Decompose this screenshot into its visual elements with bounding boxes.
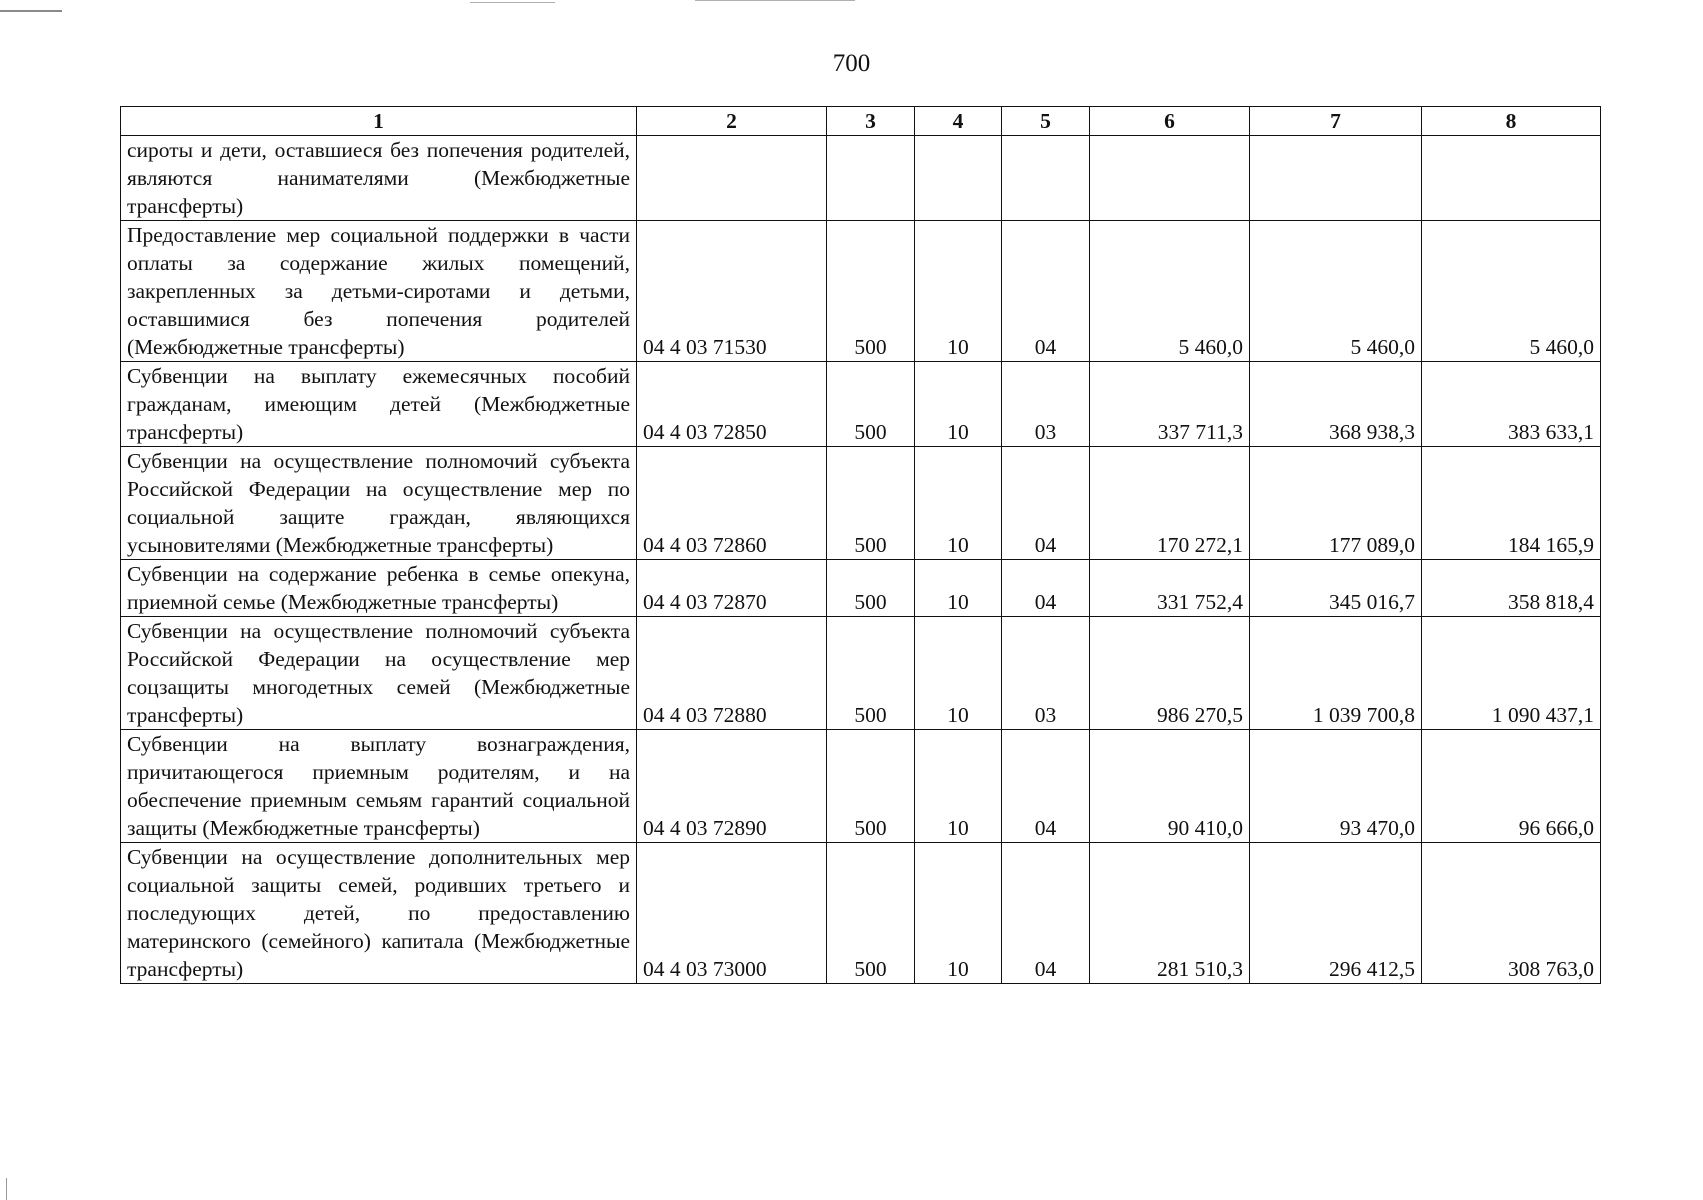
row-value-7: 5 460,0 (1250, 221, 1422, 362)
row-value-7: 296 412,5 (1250, 843, 1422, 984)
table-row (121, 221, 1601, 362)
row-value-6: 331 752,4 (1090, 560, 1250, 617)
row-code (637, 136, 827, 221)
row-col4 (915, 136, 1002, 221)
table-row (121, 730, 1601, 843)
row-description: Предоставление мер социальной поддержки в части оплаты за содержание жилых помещений, закрепленных за детьми-сиротами и детьми, оставшимися без попечения родителей (Межбюджетные трансферты) (121, 221, 637, 362)
row-description: Субвенции на осуществление полномочий субъекта Российской Федерации на осуществление мер соцзащиты многодетных семей (Межбюджетные трансферты) (121, 617, 637, 730)
column-header: 2 (637, 107, 827, 136)
scan-artifact-line (470, 2, 555, 3)
row-code: 04 4 03 71530 (637, 221, 827, 362)
row-col5: 03 (1002, 362, 1090, 447)
row-value-7 (1250, 136, 1422, 221)
column-header: 8 (1422, 107, 1601, 136)
row-value-8: 1 090 437,1 (1422, 617, 1601, 730)
row-col4: 10 (915, 843, 1002, 984)
row-value-7: 368 938,3 (1250, 362, 1422, 447)
row-col4: 10 (915, 362, 1002, 447)
row-col4: 10 (915, 617, 1002, 730)
row-value-6: 337 711,3 (1090, 362, 1250, 447)
row-col5: 04 (1002, 730, 1090, 843)
table-row (121, 843, 1601, 984)
row-value-8: 184 165,9 (1422, 447, 1601, 560)
row-code: 04 4 03 72860 (637, 447, 827, 560)
row-code: 04 4 03 72870 (637, 560, 827, 617)
column-header: 6 (1090, 107, 1250, 136)
row-value-6: 281 510,3 (1090, 843, 1250, 984)
row-code: 04 4 03 72890 (637, 730, 827, 843)
column-header: 5 (1002, 107, 1090, 136)
row-col5: 04 (1002, 843, 1090, 984)
row-value-8: 5 460,0 (1422, 221, 1601, 362)
row-value-8: 383 633,1 (1422, 362, 1601, 447)
budget-table (120, 106, 1601, 984)
row-description: сироты и дети, оставшиеся без попечения родителей, являются нанимателями (Межбюджетные трансферты) (121, 136, 637, 221)
column-header: 3 (827, 107, 915, 136)
row-value-8 (1422, 136, 1601, 221)
scan-artifact-line (6, 1178, 7, 1200)
row-col3: 500 (827, 843, 915, 984)
row-col5: 04 (1002, 560, 1090, 617)
row-description: Субвенции на выплату вознаграждения, причитающегося приемным родителям, и на обеспечение приемным семьям гарантий социальной защиты (Межбюджетные трансферты) (121, 730, 637, 843)
row-value-8: 96 666,0 (1422, 730, 1601, 843)
row-col4: 10 (915, 221, 1002, 362)
row-value-7: 177 089,0 (1250, 447, 1422, 560)
row-col3: 500 (827, 447, 915, 560)
column-header: 7 (1250, 107, 1422, 136)
row-col3: 500 (827, 617, 915, 730)
header-row (121, 107, 1601, 136)
row-value-6 (1090, 136, 1250, 221)
row-col3: 500 (827, 560, 915, 617)
row-col3 (827, 136, 915, 221)
row-col4: 10 (915, 447, 1002, 560)
row-col5 (1002, 136, 1090, 221)
row-code: 04 4 03 72880 (637, 617, 827, 730)
row-col5: 04 (1002, 221, 1090, 362)
page-number: 700 (832, 50, 871, 77)
row-description: Субвенции на содержание ребенка в семье опекуна, приемной семье (Межбюджетные трансферты) (121, 560, 637, 617)
row-col3: 500 (827, 221, 915, 362)
row-description: Субвенции на выплату ежемесячных пособий гражданам, имеющим детей (Межбюджетные трансферты) (121, 362, 637, 447)
row-col4: 10 (915, 560, 1002, 617)
row-description: Субвенции на осуществление полномочий субъекта Российской Федерации на осуществление мер по социальной защите граждан, являющихся усыновителями (Межбюджетные трансферты) (121, 447, 637, 560)
row-value-6: 5 460,0 (1090, 221, 1250, 362)
row-code: 04 4 03 72850 (637, 362, 827, 447)
row-description: Субвенции на осуществление дополнительных мер социальной защиты семей, родивших третьего и последующих детей, по предоставлению материнского (семейного) капитала (Межбюджетные трансферты) (121, 843, 637, 984)
row-code: 04 4 03 73000 (637, 843, 827, 984)
table-row (121, 560, 1601, 617)
table-row (121, 617, 1601, 730)
scan-artifact-line (0, 10, 62, 12)
row-value-7: 1 039 700,8 (1250, 617, 1422, 730)
column-header: 4 (915, 107, 1002, 136)
row-value-6: 986 270,5 (1090, 617, 1250, 730)
column-header: 1 (121, 107, 637, 136)
row-col3: 500 (827, 362, 915, 447)
table-row (121, 136, 1601, 221)
table-row (121, 447, 1601, 560)
row-value-7: 345 016,7 (1250, 560, 1422, 617)
row-value-6: 170 272,1 (1090, 447, 1250, 560)
row-value-8: 308 763,0 (1422, 843, 1601, 984)
table-row (121, 362, 1601, 447)
row-col3: 500 (827, 730, 915, 843)
row-col4: 10 (915, 730, 1002, 843)
row-value-7: 93 470,0 (1250, 730, 1422, 843)
row-value-6: 90 410,0 (1090, 730, 1250, 843)
scan-artifact-line (695, 0, 855, 1)
row-col5: 04 (1002, 447, 1090, 560)
row-value-8: 358 818,4 (1422, 560, 1601, 617)
row-col5: 03 (1002, 617, 1090, 730)
